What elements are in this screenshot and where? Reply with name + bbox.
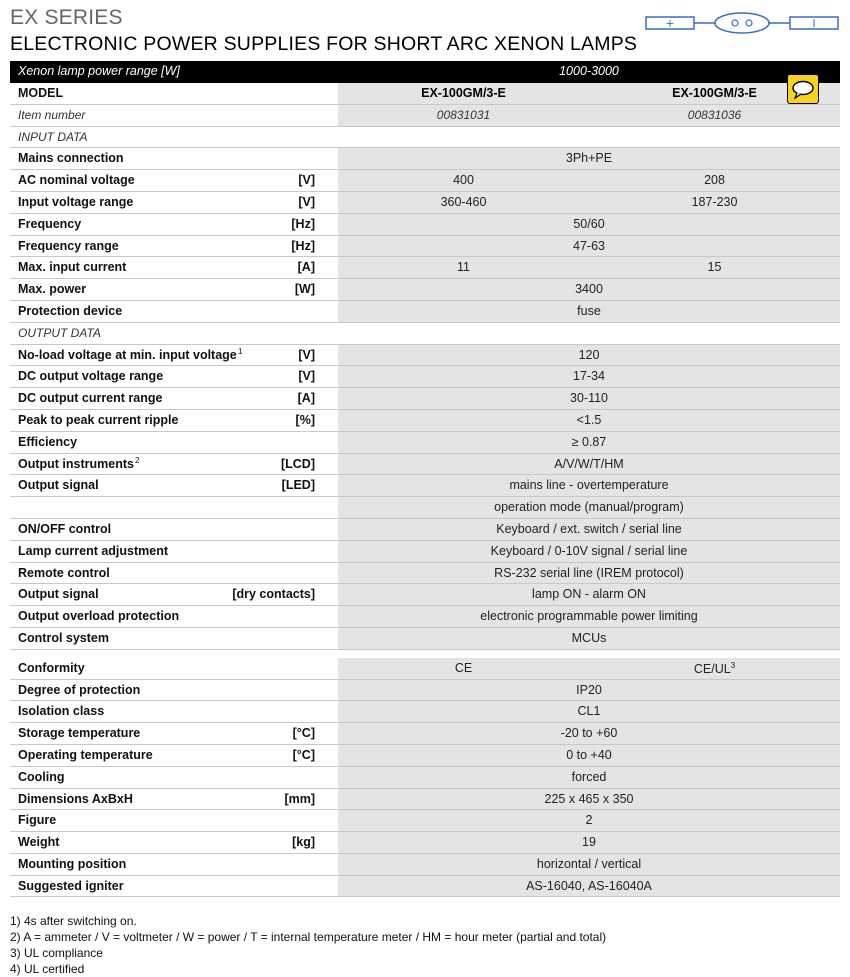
row-label: Input voltage range xyxy=(18,194,134,209)
row-label: Isolation class xyxy=(18,704,105,719)
row-label: Control system xyxy=(18,630,109,645)
row-unit: [Hz] xyxy=(291,238,315,253)
row-label: AC nominal voltage xyxy=(18,173,135,188)
row-value xyxy=(589,661,840,676)
table-row xyxy=(10,563,840,585)
row-label: Max. input current xyxy=(18,260,127,275)
row-label: Protection device xyxy=(18,303,123,318)
table-row xyxy=(10,257,840,279)
table-row xyxy=(10,519,840,541)
section-output xyxy=(10,323,840,345)
section-input xyxy=(10,127,840,149)
row-label: Remote control xyxy=(18,565,110,580)
row-label: Suggested igniter xyxy=(18,878,124,893)
xenon-lamp-icon xyxy=(645,11,840,35)
row-value-text: 187-230 xyxy=(691,194,738,209)
row-unit: [°C] xyxy=(292,747,315,762)
row-unit: [A] xyxy=(297,391,315,406)
row-label: Cooling xyxy=(18,769,65,784)
table-row xyxy=(10,214,840,236)
table-row xyxy=(10,475,840,497)
table-row xyxy=(10,454,840,476)
row-value: 400 xyxy=(453,173,474,188)
row-label: Dimensions AxBxH xyxy=(18,791,133,806)
page-title: ELECTRONIC POWER SUPPLIES FOR SHORT ARC XENON LAMPS xyxy=(10,33,638,55)
range-value: 1000-3000 xyxy=(559,64,619,78)
section-title: INPUT DATA xyxy=(18,129,88,144)
series-title: EX SERIES xyxy=(10,6,123,29)
table-row xyxy=(10,810,840,832)
table-row xyxy=(10,745,840,767)
row-label: Output signal xyxy=(18,587,99,602)
row-label: Weight xyxy=(18,835,60,850)
row-unit: [W] xyxy=(294,282,315,297)
row-value: 2 xyxy=(585,813,593,828)
row-label: Output overload protection xyxy=(18,609,180,624)
table-row xyxy=(10,366,840,388)
footnote-ref: 3 xyxy=(730,660,736,670)
range-row xyxy=(10,61,840,83)
range-label: Xenon lamp power range [W] xyxy=(18,64,180,78)
table-row xyxy=(10,192,840,214)
footnote: 1) 4s after switching on. xyxy=(10,914,137,928)
table-row xyxy=(10,854,840,876)
table-row xyxy=(10,680,840,702)
row-unit: [Hz] xyxy=(291,216,315,231)
row-value: horizontal / vertical xyxy=(536,856,642,871)
row-value: RS-232 serial line (IREM protocol) xyxy=(494,565,684,580)
model-row xyxy=(10,83,840,105)
footnotes xyxy=(10,913,606,977)
model-name: EX-100GM/3-E xyxy=(421,86,506,100)
row-unit: [%] xyxy=(295,412,315,427)
row-unit: [V] xyxy=(298,347,315,362)
row-unit: [mm] xyxy=(284,791,315,806)
row-value-text: 208 xyxy=(704,173,725,188)
table-row xyxy=(10,658,840,680)
row-unit: [LCD] xyxy=(280,456,315,471)
table-row xyxy=(10,541,840,563)
row-value: CE xyxy=(454,660,473,675)
row-unit: [LED] xyxy=(281,478,315,493)
table-row xyxy=(10,789,840,811)
table-gap xyxy=(10,650,840,658)
table-row xyxy=(10,606,840,628)
section-title: OUTPUT DATA xyxy=(18,325,101,340)
svg-text:+: + xyxy=(665,17,675,30)
item-number: 00831036 xyxy=(687,107,742,122)
model-name: EX-100GM/3-E xyxy=(672,86,757,100)
table-row xyxy=(10,628,840,650)
row-label: DC output current range xyxy=(18,391,163,406)
item-row xyxy=(10,105,840,127)
table-row xyxy=(10,767,840,789)
row-value: 47-63 xyxy=(573,238,605,253)
table-row xyxy=(10,148,840,170)
table-row xyxy=(10,301,840,323)
row-unit: [V] xyxy=(298,369,315,384)
row-label: Storage temperature xyxy=(18,726,141,741)
row-value: forced xyxy=(571,769,607,784)
row-value: 17-34 xyxy=(573,369,605,384)
row-label: Degree of protection xyxy=(18,682,141,697)
row-value: ≥ 0.87 xyxy=(571,434,607,449)
row-value: 120 xyxy=(578,347,600,362)
table-row xyxy=(10,876,840,898)
row-value: CL1 xyxy=(577,704,601,719)
footnote-ref: 1 xyxy=(238,346,243,356)
row-value: 3Ph+PE xyxy=(565,151,613,166)
table-row xyxy=(10,279,840,301)
spec-table xyxy=(10,61,840,897)
table-row xyxy=(10,236,840,258)
table-row xyxy=(10,345,840,367)
row-value xyxy=(589,195,840,209)
row-value: -20 to +60 xyxy=(560,726,618,741)
row-value: IP20 xyxy=(576,682,602,697)
row-value: mains line - overtemperature xyxy=(509,478,669,493)
row-label: Frequency range xyxy=(18,238,119,253)
row-label: Operating temperature xyxy=(18,747,153,762)
row-value: 11 xyxy=(457,260,470,275)
row-value: AS-16040, AS-16040A xyxy=(526,878,652,893)
row-unit: [kg] xyxy=(292,835,315,850)
row-label: No-load voltage at min. input voltage xyxy=(18,347,237,362)
table-row xyxy=(10,723,840,745)
row-value: MCUs xyxy=(571,630,607,645)
table-row xyxy=(10,388,840,410)
row-value xyxy=(589,173,840,187)
row-value: 19 xyxy=(582,835,596,850)
row-value: 0 to +40 xyxy=(566,747,612,762)
row-label: ON/OFF control xyxy=(18,521,112,536)
row-value-text: CE/UL xyxy=(693,661,731,676)
row-label: Conformity xyxy=(18,660,85,675)
table-row xyxy=(10,832,840,854)
row-unit: [V] xyxy=(298,194,315,209)
row-label: Mounting position xyxy=(18,856,127,871)
row-unit: [V] xyxy=(298,173,315,188)
row-label: Efficiency xyxy=(18,434,78,449)
svg-text:I: I xyxy=(812,17,816,30)
row-value: operation mode (manual/program) xyxy=(494,500,684,515)
row-label: DC output voltage range xyxy=(18,369,164,384)
row-unit: [dry contacts] xyxy=(232,587,315,602)
row-value: 50/60 xyxy=(573,216,605,231)
item-number: 00831031 xyxy=(436,107,491,122)
row-unit: [A] xyxy=(297,260,315,275)
table-row xyxy=(10,584,840,606)
row-label: Output instruments xyxy=(18,456,134,471)
row-value: Keyboard / 0-10V signal / serial line xyxy=(490,543,688,558)
row-label: Mains connection xyxy=(18,151,124,166)
row-label: Output signal xyxy=(18,478,99,493)
row-unit: [°C] xyxy=(292,726,315,741)
row-value: 225 x 465 x 350 xyxy=(544,791,634,806)
row-value: 30-110 xyxy=(570,391,608,406)
row-value: A/V/W/T/HM xyxy=(554,456,624,471)
row-value: 3400 xyxy=(575,282,603,297)
row-value: 360-460 xyxy=(440,194,487,209)
table-row xyxy=(10,497,840,519)
footnote-ref: 2 xyxy=(135,455,140,465)
row-value-text: 15 xyxy=(707,260,722,275)
footnote: 3) UL compliance xyxy=(10,946,103,960)
table-row xyxy=(10,410,840,432)
row-label: Frequency xyxy=(18,216,82,231)
row-value xyxy=(589,260,840,274)
row-label: Figure xyxy=(18,813,57,828)
row-value: electronic programmable power limiting xyxy=(480,609,698,624)
row-value: Keyboard / ext. switch / serial line xyxy=(496,521,682,536)
row-value: <1.5 xyxy=(576,412,602,427)
row-label: Lamp current adjustment xyxy=(18,543,169,558)
item-label: Item number xyxy=(18,107,86,122)
footnote: 4) UL certified xyxy=(10,962,85,976)
table-row xyxy=(10,432,840,454)
table-row xyxy=(10,701,840,723)
footnote: 2) A = ammeter / V = voltmeter / W = power / T = internal temperature meter / HM = hour meter (partial and total) xyxy=(10,930,607,944)
model-label: MODEL xyxy=(18,86,64,100)
table-row xyxy=(10,170,840,192)
row-label: Max. power xyxy=(18,282,87,297)
row-label: Peak to peak current ripple xyxy=(18,412,179,427)
comment-icon[interactable] xyxy=(787,74,819,104)
row-value: lamp ON - alarm ON xyxy=(532,587,646,602)
row-value: fuse xyxy=(577,303,601,318)
